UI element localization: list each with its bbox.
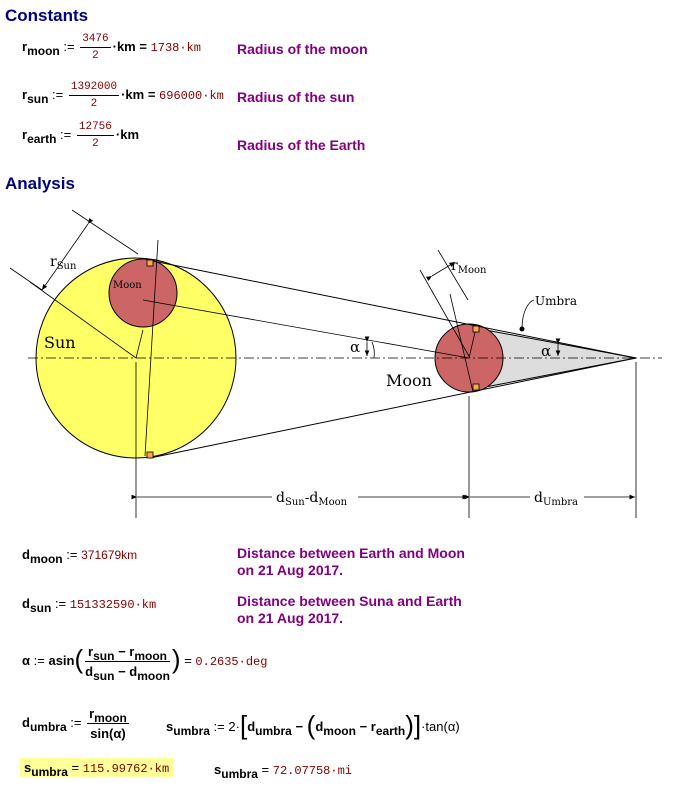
sun-label: Sun (44, 333, 76, 352)
right-angle-marker (473, 326, 479, 332)
alpha-label-right: α (541, 342, 552, 360)
r-sun-result: 696000·km (159, 88, 224, 103)
r-sun-ext-left (10, 268, 42, 290)
d-moon-equation: dmoon := 371679km (22, 547, 138, 566)
dim-left-label: $d_{Sun}-d_{Moon}$ (276, 490, 348, 508)
d-umbra-equation: dumbra := $\frac{\text{rmoon}}{\sin(\alpha)}$ (22, 706, 127, 741)
alpha-result: 0.2635·deg (195, 654, 268, 669)
s-umbra-km-result: sumbra = 115.99762·km (20, 760, 173, 776)
r-moon-label: $r_{Moon}$ (451, 258, 487, 276)
d-sun-note: Distance between Suna and Earth on 21 Aug 2017. (237, 593, 462, 626)
moon-label: Moon (386, 371, 432, 390)
umbra-label: Umbra (535, 294, 578, 308)
right-angle-marker (473, 384, 479, 390)
r-earth-equation: rearth := $\frac{12756}{2}$ ·km (22, 121, 140, 150)
r-moon-result: 1738·km (150, 40, 201, 55)
right-angle-marker (147, 260, 153, 266)
alpha-equation: α := asin( $\frac{\text{rsun − rmoon}}{\text{dsun − dmoon}}$ ) = 0.2635·deg (22, 644, 268, 683)
small-moon-circle (109, 259, 177, 327)
constants-heading: Constants (5, 6, 89, 25)
dim-right-label: $d_{Umbra}$ (534, 490, 579, 508)
small-moon-label: Moon (113, 280, 142, 291)
r-sun-equation: rsun := $\frac{1392000}{2}$ ·km = 696000·km (22, 81, 224, 110)
r-sun-label: $r_{Sun}$ (50, 254, 77, 272)
s-umbra-definition: sumbra := 2·[dumbra − (dmoon − rearth)]·tan(α) (166, 710, 460, 740)
d-moon-note: Distance between Earth and Moon on 21 Aug 2017. (237, 545, 465, 578)
r-sun-note: Radius of the sun (237, 89, 355, 105)
r-sun-ext-top (72, 210, 138, 254)
umbra-leader (522, 300, 534, 329)
alpha-arc-left (372, 342, 374, 358)
analysis-heading: Analysis (5, 174, 75, 193)
s-umbra-mi-result: sumbra = 72.07758·mi (214, 762, 352, 781)
d-sun-equation: dsun := 151332590·km (22, 596, 157, 615)
right-angle-marker (147, 452, 153, 458)
alpha-label-left: α (350, 338, 361, 356)
r-earth-note: Radius of the Earth (237, 137, 366, 153)
r-moon-equation: rmoon := $\frac{3476}{2}$ ·km = 1738·km (22, 33, 201, 62)
r-moon-note: Radius of the moon (237, 41, 368, 57)
